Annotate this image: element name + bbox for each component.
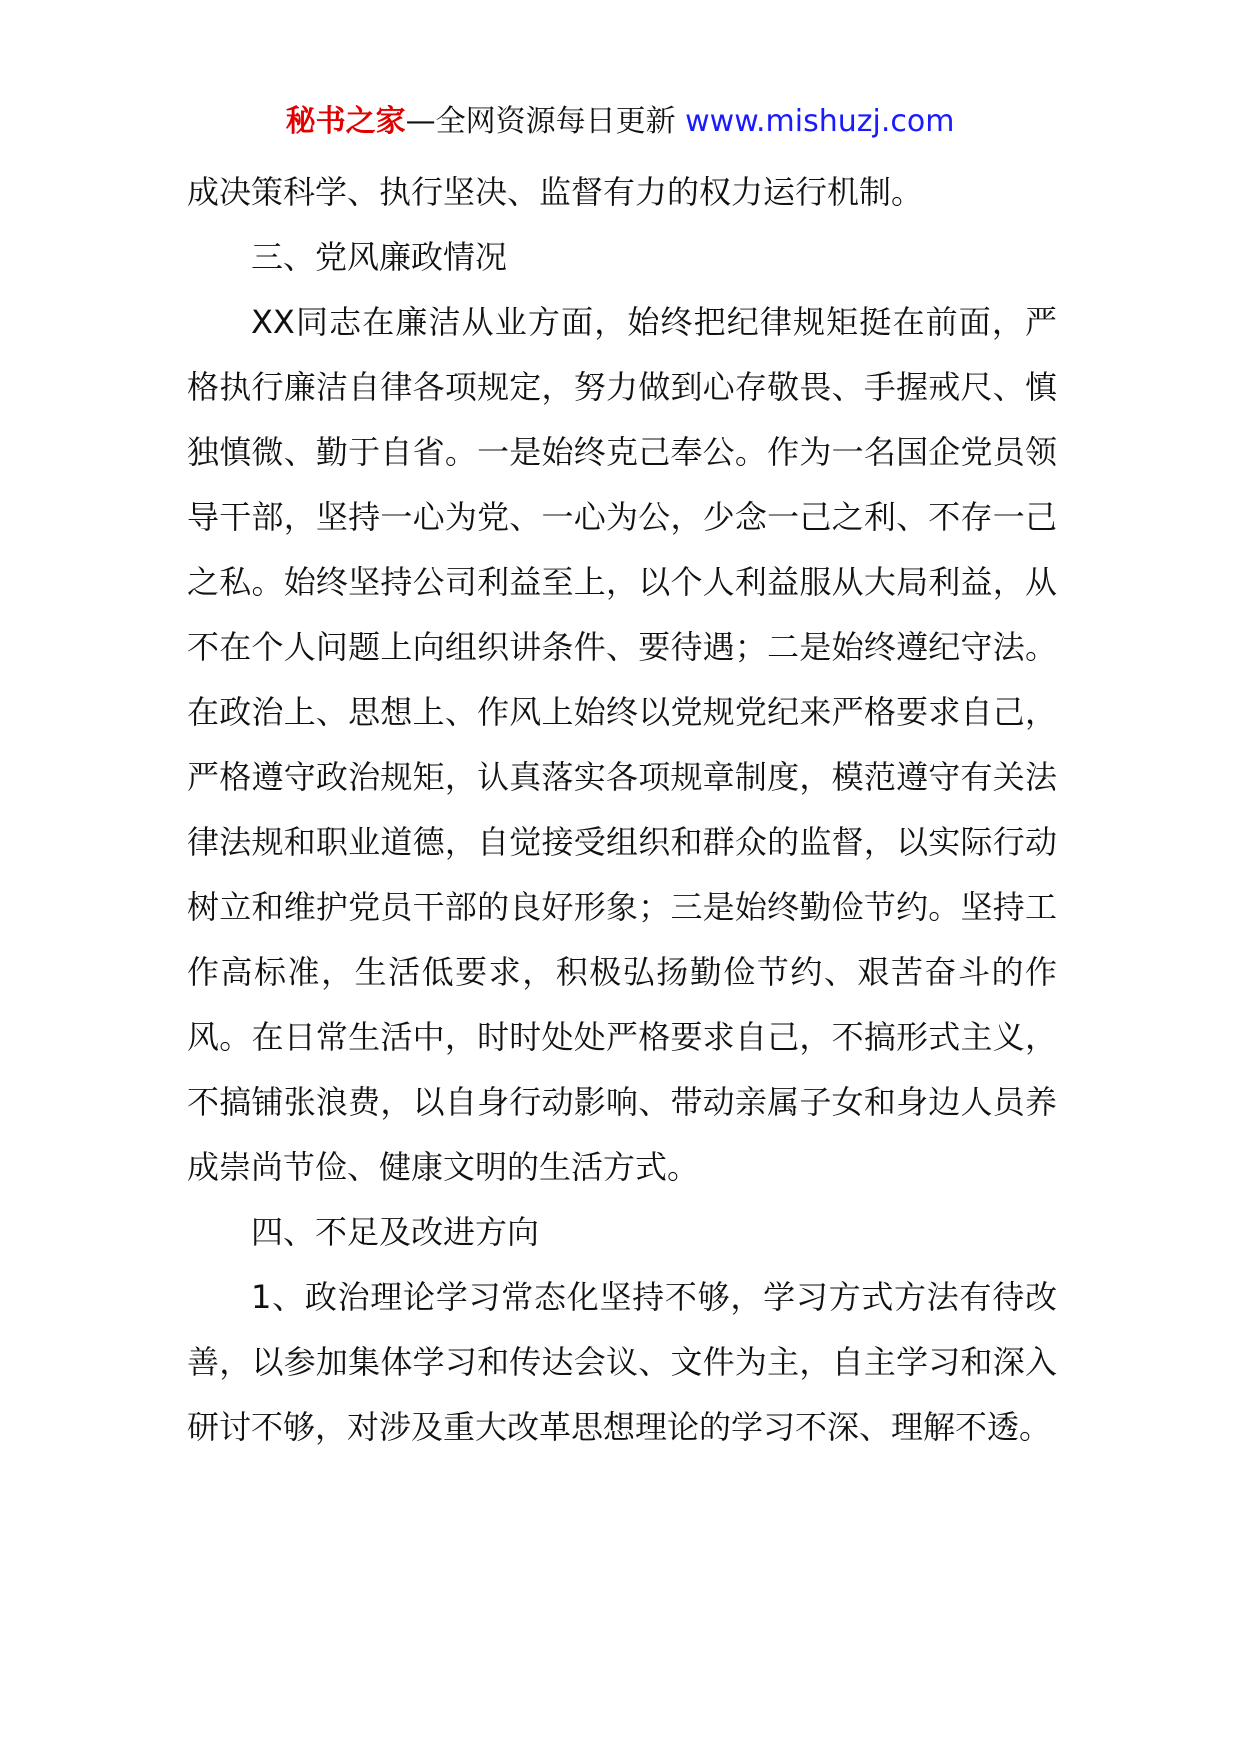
- paragraph-continuation: 成决策科学、执行坚决、监督有力的权力运行机制。: [187, 173, 924, 211]
- site-header: [0, 100, 1240, 144]
- brand-name: 秘书之家: [285, 104, 406, 139]
- section-heading-4: 四、不足及改进方向: [251, 1213, 540, 1251]
- section-heading-3: 三、党风廉政情况: [251, 238, 508, 276]
- site-url-link[interactable]: www.mishuzj.com: [685, 104, 955, 139]
- document-body: [187, 160, 1057, 1460]
- header-tagline: —全网资源每日更新: [405, 104, 686, 139]
- paragraph-integrity: XX同志在廉洁从业方面，始终把纪律规矩挺在前面，严格执行廉洁自律各项规定，努力做到心存敬畏、手握戒尺、慎独慎微、勤于自省。一是始终克己奉公。作为一名国企党员领导干部，坚持一心为党、一心为公，少念一己之利、不存一己之私。始终坚持公司利益至上，以个人利益服从大局利益，从不在个人问题上向组织讲条件、要待遇；二是始终遵纪守法。在政治上、思想上、作风上始终以党规党纪来严格要求自己，严格遵守政治规矩，认真落实各项规章制度，模范遵守有关法律法规和职业道德，自觉接受组织和群众的监督，以实际行动树立和维护党员干部的良好形象；三是始终勤俭节约。坚持工作高标准，生活低要求，积极弘扬勤俭节约、艰苦奋斗的作风。在日常生活中，时时处处严格要求自己，不搞形式主义，不搞铺张浪费，以自身行动影响、带动亲属子女和身边人员养成崇尚节俭、健康文明的生活方式。: [187, 303, 1057, 1186]
- paragraph-shortcomings-1: 1、政治理论学习常态化坚持不够，学习方式方法有待改善，以参加集体学习和传达会议、文件为主，自主学习和深入研讨不够，对涉及重大改革思想理论的学习不深、理解不透。: [187, 1278, 1057, 1446]
